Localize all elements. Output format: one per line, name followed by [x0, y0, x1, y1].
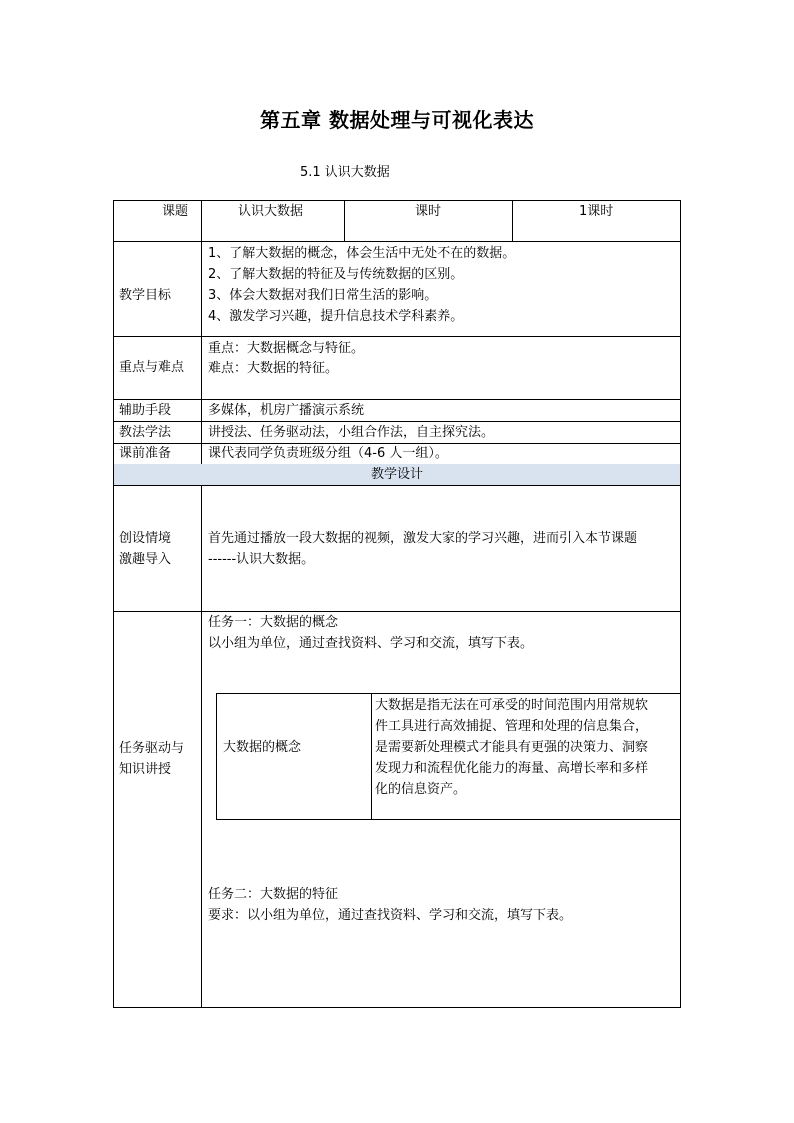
label-aids: 辅助手段: [119, 403, 172, 418]
label-key-points: 重点与难点: [119, 360, 185, 375]
objective-item: 1、了解大数据的概念，体会生活中无处不在的数据。: [208, 246, 516, 261]
methods-value: 讲授法、任务驱动法，小组合作法，自主探究法。: [208, 425, 495, 440]
concept-definition-line: 件工具进行高效捕捉、管理和处理的信息集合，: [375, 719, 649, 734]
concept-label: 大数据的概念: [223, 740, 302, 755]
concept-definition-line: 发现力和流程优化能力的海量、高增长率和多样: [375, 761, 649, 776]
document-title: 第五章 数据处理与可视化表达: [260, 108, 534, 132]
section-subtitle: 5.1 认识大数据: [300, 165, 390, 180]
label-topic: 课题: [162, 204, 189, 219]
hours-value: 1课时: [579, 204, 614, 219]
column-divider: [201, 200, 202, 464]
task1-title: 任务一：大数据的概念: [208, 615, 339, 630]
row-divider: [113, 336, 681, 337]
task2-title: 任务二：大数据的特征: [208, 887, 339, 902]
row-divider: [113, 399, 681, 400]
task2-description: 要求：以小组为单位，通过查找资料、学习和交流，填写下表。: [208, 908, 573, 923]
intro-text-line: ------认识大数据。: [208, 552, 315, 567]
aids-value: 多媒体，机房广播演示系统: [208, 403, 365, 418]
label-methods: 教法学法: [119, 425, 172, 440]
objective-item: 3、体会大数据对我们日常生活的影响。: [208, 288, 438, 303]
key-point-item: 重点：大数据概念与特征。: [208, 341, 365, 356]
topic-value: 认识大数据: [238, 204, 304, 219]
label-tasks-line: 知识讲授: [119, 762, 172, 777]
prep-value: 课代表同学负责班级分组（4-6 人一组）。: [208, 446, 448, 461]
task1-description: 以小组为单位，通过查找资料、学习和交流，填写下表。: [208, 636, 534, 651]
label-tasks-line: 任务驱动与: [119, 741, 185, 756]
intro-text-line: 首先通过播放一段大数据的视频，激发大家的学习兴趣，进而引入本节课题: [208, 531, 638, 546]
label-intro-line: 激趣导入: [119, 552, 172, 567]
row-divider: [113, 241, 681, 242]
concept-definition-line: 是需要新处理模式才能具有更强的决策力、洞察: [375, 740, 649, 755]
label-objectives: 教学目标: [119, 288, 172, 303]
design-header: 教学设计: [114, 464, 680, 485]
concept-definition-line: 大数据是指无法在可承受的时间范围内用常规软: [375, 698, 649, 713]
objective-item: 4、激发学习兴趣，提升信息技术学科素养。: [208, 309, 464, 324]
row-divider: [113, 611, 681, 612]
column-divider: [512, 200, 513, 241]
key-point-item: 难点：大数据的特征。: [208, 361, 339, 376]
column-divider: [371, 693, 372, 820]
row-divider: [113, 485, 681, 486]
label-hours: 课时: [415, 204, 442, 219]
column-divider: [344, 200, 345, 241]
concept-definition-line: 化的信息资产。: [375, 782, 467, 797]
objective-item: 2、了解大数据的特征及与传统数据的区别。: [208, 267, 464, 282]
label-prep: 课前准备: [119, 446, 172, 461]
label-intro-line: 创设情境: [119, 531, 172, 546]
column-divider: [201, 485, 202, 1008]
